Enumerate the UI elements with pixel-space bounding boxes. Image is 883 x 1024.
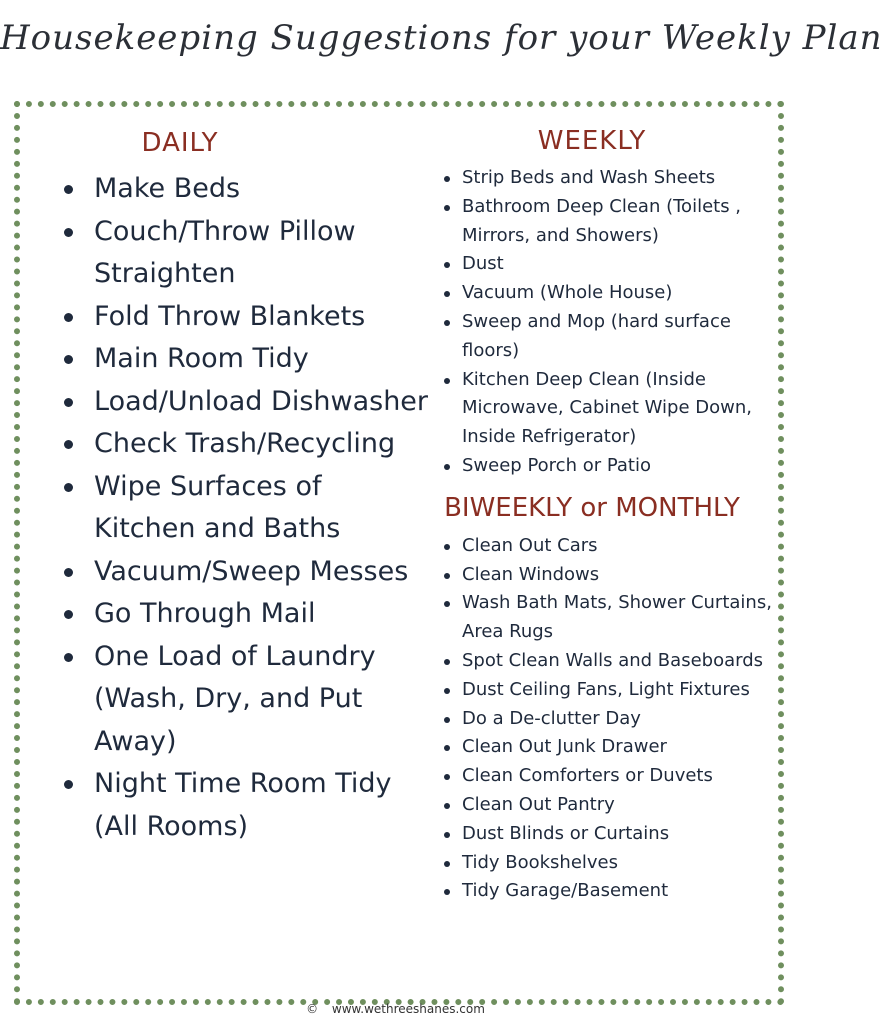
list-item bbox=[432, 561, 772, 590]
bullet-icon bbox=[444, 464, 450, 470]
copyright-symbol: © bbox=[306, 1002, 319, 1016]
list-item-text: Dust bbox=[462, 253, 504, 275]
footer bbox=[0, 1002, 791, 1016]
list-item bbox=[432, 366, 772, 452]
list-item-text: Clean Windows bbox=[462, 563, 600, 585]
list-item-text: Clean Out Cars bbox=[462, 534, 598, 556]
bullet-icon bbox=[64, 483, 73, 492]
list-item bbox=[432, 532, 772, 561]
list-item bbox=[432, 849, 772, 878]
bullet-icon bbox=[444, 861, 450, 867]
bullet-icon bbox=[444, 544, 450, 550]
list-item bbox=[432, 705, 772, 734]
list-item bbox=[60, 636, 430, 764]
list-item-text: Vacuum/Sweep Messes bbox=[94, 555, 409, 587]
list-item bbox=[432, 452, 772, 481]
daily-list bbox=[60, 168, 430, 848]
list-item bbox=[432, 164, 772, 193]
biweekly-list bbox=[432, 532, 772, 906]
list-item-text: Kitchen Deep Clean (Inside Microwave, Cabinet Wipe Down, Inside Refrigerator) bbox=[462, 368, 753, 448]
bullet-icon bbox=[64, 568, 73, 577]
list-item-text: Dust Ceiling Fans, Light Fixtures bbox=[462, 678, 750, 700]
list-item bbox=[432, 279, 772, 308]
list-item-text: Couch/Throw Pillow Straighten bbox=[94, 215, 356, 289]
list-item bbox=[432, 733, 772, 762]
list-item-text: Do a De-clutter Day bbox=[462, 707, 641, 729]
list-item bbox=[60, 551, 430, 594]
list-item bbox=[432, 308, 772, 366]
bullet-icon bbox=[64, 653, 73, 662]
list-item-text: Dust Blinds or Curtains bbox=[462, 822, 670, 844]
bullet-icon bbox=[64, 355, 73, 364]
list-item bbox=[60, 593, 430, 636]
list-item-text: Check Trash/Recycling bbox=[94, 428, 396, 459]
list-item-text: Bathroom Deep Clean (Toilets , Mirrors, and Showers) bbox=[462, 195, 742, 246]
list-item-text: Clean Comforters or Duvets bbox=[462, 765, 713, 787]
page-title: Housekeeping Suggestions for your Weekly Plan bbox=[0, 18, 883, 58]
bullet-icon bbox=[444, 745, 450, 751]
list-item bbox=[432, 791, 772, 820]
bullet-icon bbox=[64, 440, 73, 449]
list-item-text: Sweep and Mop (hard surface floors) bbox=[462, 310, 731, 361]
list-item bbox=[432, 877, 772, 906]
weekly-heading: WEEKLY bbox=[537, 126, 647, 156]
list-item bbox=[432, 250, 772, 279]
list-item-text: Spot Clean Walls and Baseboards bbox=[462, 649, 763, 671]
list-item bbox=[432, 193, 772, 251]
bullet-icon bbox=[444, 832, 450, 838]
list-item bbox=[432, 647, 772, 676]
list-item bbox=[432, 820, 772, 849]
list-item bbox=[432, 762, 772, 791]
list-item bbox=[60, 381, 430, 424]
list-item-text: Night Time Room Tidy (All Rooms) bbox=[94, 768, 392, 842]
list-item-text: Clean Out Junk Drawer bbox=[462, 736, 667, 758]
bullet-icon bbox=[64, 185, 73, 194]
list-item-text: Vacuum (Whole House) bbox=[462, 282, 673, 304]
bullet-icon bbox=[444, 320, 450, 326]
list-item bbox=[432, 676, 772, 705]
weekly-list bbox=[432, 164, 772, 481]
list-item bbox=[60, 211, 430, 296]
list-item-text: Sweep Porch or Patio bbox=[462, 454, 651, 476]
bullet-icon bbox=[444, 774, 450, 780]
list-item-text: Clean Out Pantry bbox=[462, 793, 615, 815]
list-item bbox=[60, 296, 430, 339]
bullet-icon bbox=[444, 573, 450, 579]
bullet-icon bbox=[444, 688, 450, 694]
bullet-icon bbox=[444, 291, 450, 297]
footer-url[interactable]: www.wethreeshanes.com bbox=[331, 1002, 485, 1016]
bullet-icon bbox=[444, 262, 450, 268]
bullet-icon bbox=[444, 659, 450, 665]
list-item bbox=[432, 589, 772, 647]
list-item bbox=[60, 423, 430, 466]
biweekly-heading: BIWEEKLY or MONTHLY bbox=[444, 492, 740, 523]
bullet-icon bbox=[444, 205, 450, 211]
bullet-icon bbox=[64, 610, 73, 619]
bullet-icon bbox=[64, 780, 73, 789]
list-item-text: Make Beds bbox=[94, 173, 241, 204]
list-item-text: Tidy Garage/Basement bbox=[462, 880, 669, 902]
list-item bbox=[60, 168, 430, 211]
daily-column bbox=[60, 126, 430, 848]
bullet-icon bbox=[64, 398, 73, 407]
bullet-icon bbox=[444, 889, 450, 895]
bullet-icon bbox=[64, 228, 73, 237]
list-item-text: Wipe Surfaces of Kitchen and Baths bbox=[94, 470, 341, 544]
list-item-text: Fold Throw Blankets bbox=[94, 300, 366, 332]
list-item-text: One Load of Laundry (Wash, Dry, and Put Away) bbox=[94, 640, 376, 757]
list-item-text: Tidy Bookshelves bbox=[462, 851, 619, 873]
bullet-icon bbox=[444, 601, 450, 607]
bullet-icon bbox=[444, 717, 450, 723]
list-item-text: Strip Beds and Wash Sheets bbox=[462, 167, 716, 188]
bullet-icon bbox=[444, 176, 450, 182]
daily-heading: DAILY bbox=[141, 128, 219, 158]
list-item bbox=[60, 466, 430, 551]
list-item-text: Go Through Mail bbox=[94, 598, 316, 629]
list-item bbox=[60, 338, 430, 381]
list-item bbox=[60, 763, 430, 848]
list-item-text: Main Room Tidy bbox=[94, 343, 309, 374]
bullet-icon bbox=[444, 378, 450, 384]
bullet-icon bbox=[444, 803, 450, 809]
right-column bbox=[432, 124, 772, 906]
list-item-text: Load/Unload Dishwasher bbox=[94, 385, 429, 417]
bullet-icon bbox=[64, 313, 73, 322]
list-item-text: Wash Bath Mats, Shower Curtains, Area Rugs bbox=[462, 592, 772, 643]
